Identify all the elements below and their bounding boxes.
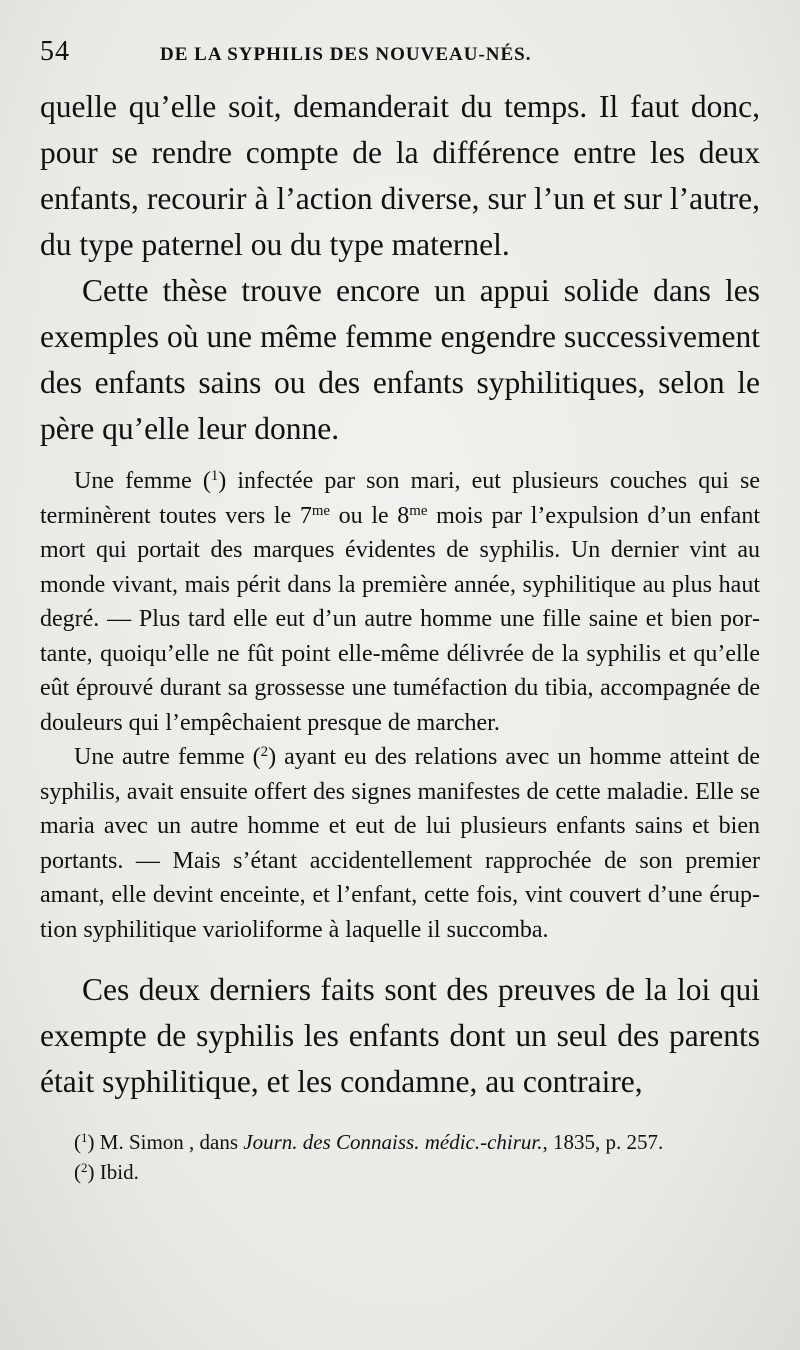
footnote-1-text-b: , 1835, p. 257. — [542, 1130, 664, 1154]
footnote-mark-1: 1 — [81, 1129, 88, 1145]
footnote-2: ($^2$) Ibid. — [74, 1159, 139, 1184]
running-title: DE LA SYPHILIS DES NOUVEAU-NÉS. — [160, 44, 532, 65]
superscript-me: me — [311, 502, 331, 519]
running-head — [40, 36, 760, 84]
case1-text-c: mois par l’expulsion d’un enfant mort qui portait des marques évidentes de syphilis. Un dernier vint au monde vivant, mais périt dans la première année, syphilitique au plus haut degré. — Plus tard elle eut d’un autre homme une fille saine et bien portante, quoiqu’elle ne fût point elle-même délivrée de la syphilis et qu’elle eût éprouvé durant sa grossesse une tuméfaction du tibia, accompagnée de douleurs qui l’empêchaient presque de marcher. — [40, 502, 760, 736]
footnote-mark-2: 2 — [81, 1159, 88, 1175]
footnote-1: ($^1$) M. Simon , dans Journ. des Connaiss. médic.-chirur., 1835, p. 257. — [74, 1129, 664, 1154]
case-examples — [40, 464, 760, 947]
footnote-1-text-a: M. Simon , dans — [94, 1130, 244, 1154]
case2-text-start: Une autre femme ( — [74, 744, 261, 770]
superscript-me: me — [409, 502, 428, 519]
case-example-2 — [40, 740, 760, 947]
paragraph-thesis: Cette thèse trouve encore un appui solide dans les exemples où une même femme engendre successivement des enfants sains ou des enfants syphilitiques, selon le père qu’elle leur donne. — [40, 273, 760, 446]
footnote-1-journal: Journ. des Connaiss. médic.-chirur. — [243, 1130, 543, 1154]
paragraph-continuation: quelle qu’elle soit, demanderait du temps. Il faut donc, pour se rendre compte de la différence entre les deux enfants, recourir à l’action diverse, sur l’un et sur l’autre, du type paternel ou du type maternel. — [40, 89, 760, 262]
case2-text-rest: ) ayant eu des relations avec un homme atteint de syphilis, avait ensuite offert des signes manifestes de cette maladie. Elle se maria avec un autre homme et eut de lui plusieurs enfants sains et bien portants. — Mais s’étant accidentellement rapprochée de son premier amant, elle devint enceinte, et l’enfant, cette fois, vint couvert d’une éruption syphilitique varioliforme à laquelle il succomba. — [40, 744, 761, 943]
case1-text-start: Une femme ( — [74, 468, 211, 494]
footnote-ref-2: 2 — [260, 743, 269, 760]
case-example-1 — [40, 464, 760, 740]
footnote-ref-1: 1 — [210, 467, 219, 484]
page-number: 54 — [40, 36, 70, 67]
case1-text-a: ) infectée par son mari, eut plusieurs couches qui se terminèrent toutes vers le 7 — [40, 468, 760, 529]
paragraph-conclusion: Ces deux derniers faits sont des preuves de la loi qui exempte de syphilis les enfants dont un seul des parents était syphilitique, et les condamne, au contraire, — [40, 972, 760, 1099]
footnotes — [40, 1127, 760, 1187]
case1-text-b: ou le 8 — [330, 502, 410, 529]
footnote-2-text: Ibid. — [94, 1160, 139, 1184]
